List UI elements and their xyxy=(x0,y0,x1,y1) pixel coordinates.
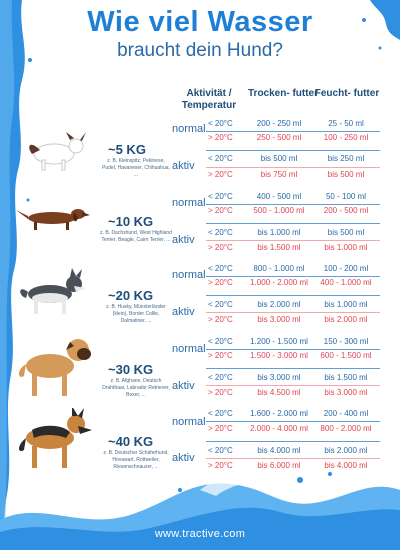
breed-examples: z. B. Husky, Münsterländer (klein), Border Collie, Dalmatiner, ... xyxy=(106,304,166,324)
dry-food-value: 1.200 - 1.500 ml xyxy=(250,337,308,346)
weight-label: ~30 KG xyxy=(108,362,154,377)
activity-normal: normal xyxy=(172,123,206,135)
row-normal-hot xyxy=(206,204,380,218)
footer-url[interactable]: www.tractive.com xyxy=(154,528,246,540)
temp-label: < 20°C xyxy=(208,119,233,128)
header-activity: Aktivität / Temperatur xyxy=(181,88,237,111)
divider xyxy=(206,223,380,224)
wet-food-value: bis 250 ml xyxy=(327,154,365,163)
row-normal-cold xyxy=(206,335,380,349)
breed-examples: z. B. Afghane, Deutsch Drahthaar, Labrador Retriever, Boxer, ... xyxy=(102,378,170,398)
activity-aktiv: aktiv xyxy=(172,380,195,392)
temp-label: < 20°C xyxy=(208,154,233,163)
dry-food-value: bis 4.000 ml xyxy=(257,446,301,455)
temp-label: > 20°C xyxy=(208,170,233,179)
breed-examples: z. B. Deutscher Schäferhund, Hovawart, Rottweiler, Riesenschnauzer, ... xyxy=(103,450,169,470)
dry-food-value: bis 3.000 ml xyxy=(257,315,301,324)
dry-food-value: bis 4.500 ml xyxy=(257,388,301,397)
mastiff-dog-icon xyxy=(12,336,96,400)
row-normal-hot xyxy=(206,349,380,363)
activity-aktiv: aktiv xyxy=(172,160,195,172)
row-aktiv-cold xyxy=(206,298,380,312)
wet-food-value: bis 3.000 ml xyxy=(324,388,368,397)
temp-label: < 20°C xyxy=(208,337,233,346)
dry-food-value: bis 3.000 ml xyxy=(257,373,301,382)
wet-food-value: 400 - 1.000 ml xyxy=(320,278,372,287)
row-aktiv-hot xyxy=(206,313,380,327)
wet-food-value: 600 - 1.500 ml xyxy=(320,351,372,360)
divider xyxy=(206,295,380,296)
wet-food-value: 50 - 100 ml xyxy=(325,192,367,201)
temp-label: > 20°C xyxy=(208,206,233,215)
activity-aktiv: aktiv xyxy=(172,306,195,318)
row-aktiv-cold xyxy=(206,226,380,240)
temp-label: > 20°C xyxy=(208,424,233,433)
wet-food-value: bis 1.500 ml xyxy=(324,373,368,382)
dry-food-value: bis 1.000 ml xyxy=(257,228,301,237)
temp-label: > 20°C xyxy=(208,351,233,360)
dry-food-value: 200 - 250 ml xyxy=(256,119,302,128)
weight-label: ~20 KG xyxy=(108,288,154,303)
row-normal-hot xyxy=(206,131,380,145)
temp-label: < 20°C xyxy=(208,446,233,455)
divider xyxy=(206,441,380,442)
activity-aktiv: aktiv xyxy=(172,452,195,464)
wet-food-value: bis 2.000 ml xyxy=(324,446,368,455)
page-title: Wie viel Wasser xyxy=(87,6,313,38)
dry-food-value: 800 - 1.000 ml xyxy=(253,264,305,273)
temp-label: > 20°C xyxy=(208,388,233,397)
wet-food-value: 800 - 2.000 ml xyxy=(320,424,372,433)
wet-food-value: bis 2.000 ml xyxy=(324,315,368,324)
row-normal-cold xyxy=(206,117,380,131)
divider xyxy=(206,150,380,151)
temp-label: > 20°C xyxy=(208,461,233,470)
row-normal-hot xyxy=(206,276,380,290)
wet-food-value: bis 1.000 ml xyxy=(324,243,368,252)
dry-food-value: bis 750 ml xyxy=(260,170,298,179)
dry-food-value: 500 - 1.000 ml xyxy=(253,206,305,215)
papillon-dog-icon xyxy=(12,130,92,174)
dachshund-dog-icon xyxy=(12,202,92,236)
header-dry-food: Trocken- futter xyxy=(248,88,319,99)
dry-food-value: 1.500 - 3.000 ml xyxy=(250,351,308,360)
temp-label: > 20°C xyxy=(208,133,233,142)
temp-label: > 20°C xyxy=(208,315,233,324)
dry-food-value: 1.000 - 2.000 ml xyxy=(250,278,308,287)
wet-food-value: 150 - 300 ml xyxy=(323,337,369,346)
activity-normal: normal xyxy=(172,416,206,428)
wet-food-value: 200 - 400 ml xyxy=(323,409,369,418)
weight-label: ~5 KG xyxy=(108,142,146,157)
temp-label: > 20°C xyxy=(208,278,233,287)
wet-food-value: 25 - 50 ml xyxy=(328,119,364,128)
temp-label: < 20°C xyxy=(208,409,233,418)
weight-label: ~40 KG xyxy=(108,434,154,449)
dry-food-value: bis 6.000 ml xyxy=(257,461,301,470)
temp-label: < 20°C xyxy=(208,192,233,201)
temp-label: < 20°C xyxy=(208,373,233,382)
row-aktiv-hot xyxy=(206,168,380,182)
breed-examples: z. B. Dachshund, West Highland Terrier, Beagle, Cairn Terrier, ... xyxy=(100,230,172,243)
wet-food-value: 100 - 200 ml xyxy=(323,264,369,273)
divider xyxy=(206,368,380,369)
dry-food-value: bis 1.500 ml xyxy=(257,243,301,252)
activity-normal: normal xyxy=(172,269,206,281)
row-aktiv-cold xyxy=(206,371,380,385)
wet-food-value: bis 500 ml xyxy=(327,170,365,179)
breed-examples: z. B. Kleinspitz, Pekinese, Pudel, Havaneser, Chihuahua, ... xyxy=(102,158,170,178)
row-aktiv-hot xyxy=(206,386,380,400)
wet-food-value: 200 - 500 ml xyxy=(323,206,369,215)
temp-label: > 20°C xyxy=(208,243,233,252)
activity-aktiv: aktiv xyxy=(172,234,195,246)
activity-normal: normal xyxy=(172,197,206,209)
header-wet-food: Feucht- futter xyxy=(314,88,380,99)
temp-label: < 20°C xyxy=(208,228,233,237)
row-aktiv-hot xyxy=(206,241,380,255)
dry-food-value: 250 - 500 ml xyxy=(256,133,302,142)
dry-food-value: bis 2.000 ml xyxy=(257,300,301,309)
page-subtitle: braucht dein Hund? xyxy=(117,40,283,61)
husky-dog-icon xyxy=(12,266,92,318)
wet-food-value: bis 1.000 ml xyxy=(324,300,368,309)
dry-food-value: bis 500 ml xyxy=(260,154,298,163)
activity-normal: normal xyxy=(172,343,206,355)
row-aktiv-cold xyxy=(206,152,380,166)
temp-label: < 20°C xyxy=(208,300,233,309)
dry-food-value: 400 - 500 ml xyxy=(256,192,302,201)
temp-label: < 20°C xyxy=(208,264,233,273)
row-normal-cold xyxy=(206,190,380,204)
weight-label: ~10 KG xyxy=(108,214,154,229)
dry-food-value: 1.600 - 2.000 ml xyxy=(250,409,308,418)
dry-food-value: 2.000 - 4.000 ml xyxy=(250,424,308,433)
row-normal-hot xyxy=(206,422,380,436)
row-normal-cold xyxy=(206,262,380,276)
wet-food-value: bis 4.000 ml xyxy=(324,461,368,470)
row-normal-cold xyxy=(206,407,380,421)
wet-food-value: bis 500 ml xyxy=(327,228,365,237)
row-aktiv-cold xyxy=(206,444,380,458)
wet-food-value: 100 - 250 ml xyxy=(323,133,369,142)
